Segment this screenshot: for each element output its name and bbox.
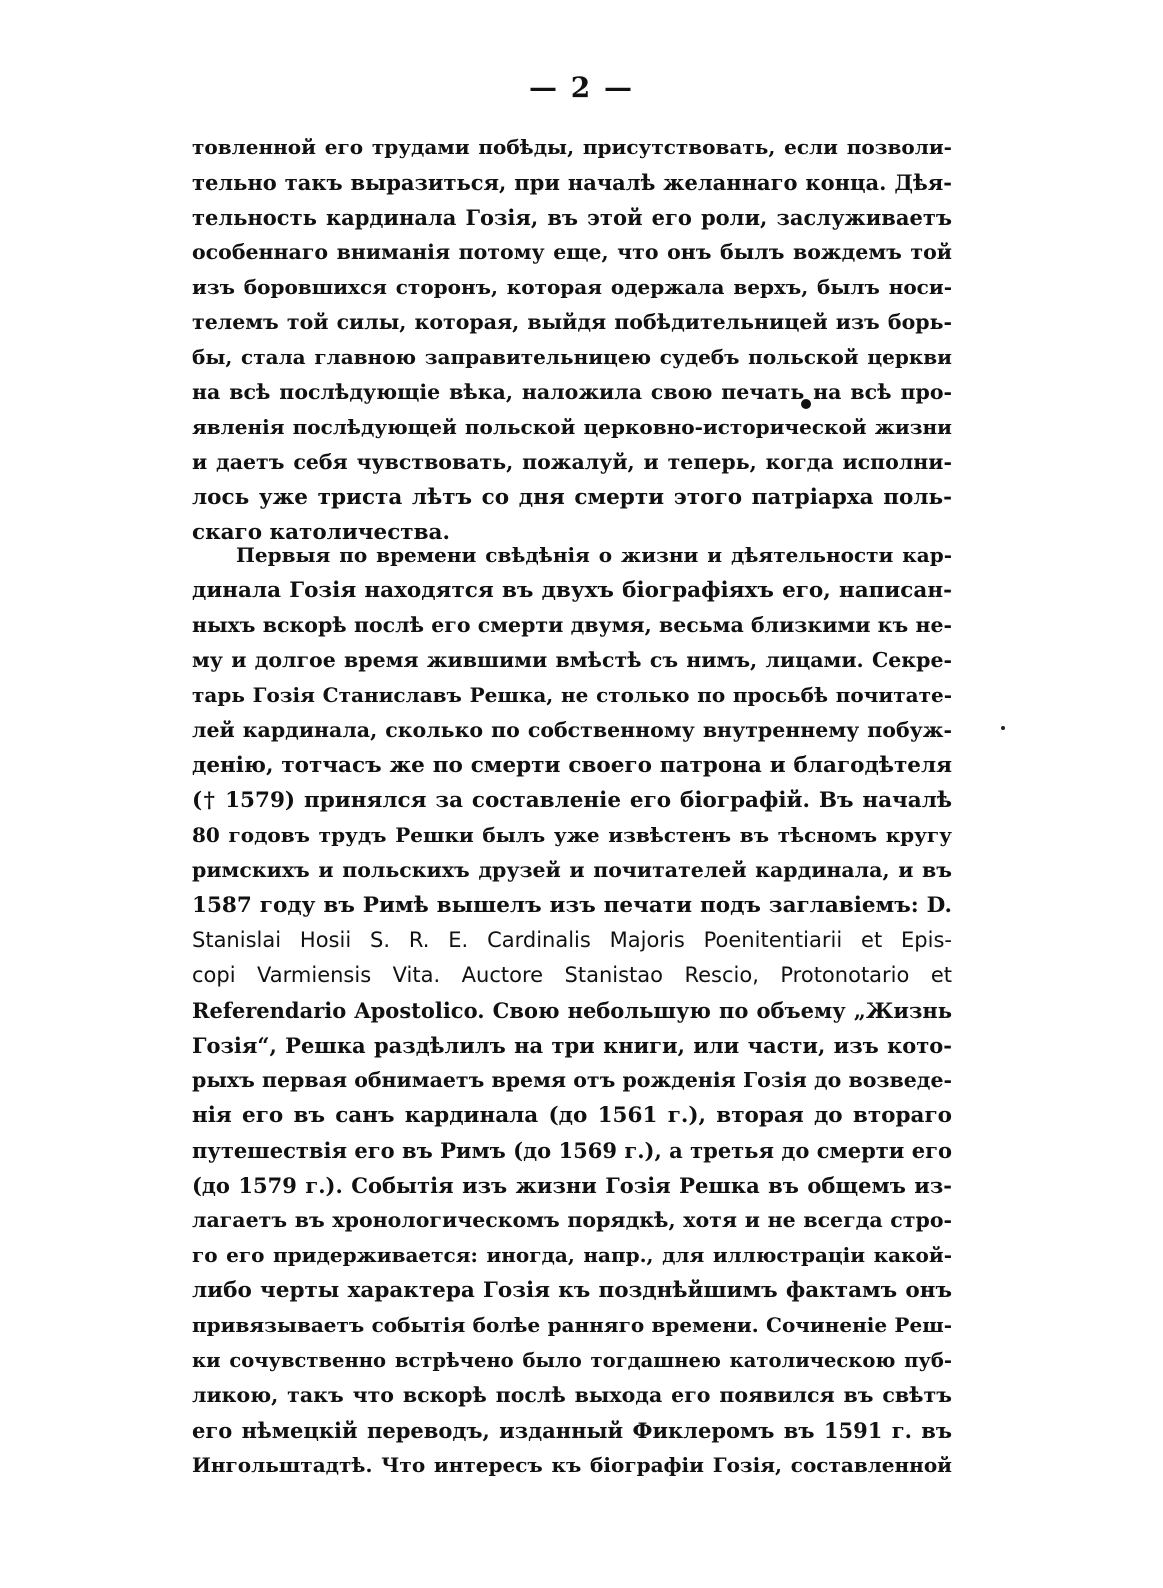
paragraph-1 (192, 130, 952, 550)
text-line: нія его въ санъ кардинала (до 1561 г.), вторая до втораго (192, 1103, 952, 1128)
text-line: явленія послѣдующей польской церковно-исторической жизни (192, 415, 952, 439)
margin-mark (1001, 726, 1005, 730)
text-line: му и долгое время жившими вмѣстѣ съ нимъ, лицами. Секре- (192, 648, 952, 672)
text-line: тарь Гозія Станиславъ Решка, не столько по просьбѣ почитате- (192, 683, 952, 707)
text-line: Ингольштадтѣ. Что интересъ къ біографіи Гозія, составленной (192, 1453, 952, 1477)
text-line: ликою, такъ что вскорѣ послѣ выхода его появился въ свѣтъ (192, 1383, 952, 1407)
text-line: тельность кардинала Гозія, въ этой его роли, заслуживаетъ (192, 205, 952, 230)
text-line: го его придерживается: иногда, напр., для иллюстраціи какой- (192, 1243, 952, 1267)
text-line: скаго католичества. (192, 520, 450, 545)
text-line: (до 1579 г.). Событія изъ жизни Гозія Решка въ общемъ из- (192, 1173, 952, 1198)
text-line: Гозія“, Решка раздѣлилъ на три книги, или части, изъ кото- (192, 1033, 952, 1058)
paragraph-2 (192, 538, 952, 1483)
text-line: († 1579) принялся за составленіе его біографій. Въ началѣ (192, 788, 952, 813)
text-line: римскихъ и польскихъ друзей и почитателей кардинала, и въ (192, 858, 952, 882)
text-line: бы, стала главною заправительницею судебъ польской церкви (192, 345, 952, 369)
text-line: его нѣмецкій переводъ, изданный Фиклеромъ въ 1591 г. въ (192, 1418, 952, 1443)
text-line: товленной его трудами побѣды, присутствовать, если позволи- (192, 135, 952, 159)
text-line: ки сочувственно встрѣчено было тогдашнею католическою пуб- (192, 1349, 952, 1372)
text-line: 80 годовъ трудъ Решки былъ уже извѣстенъ въ тѣсномъ кругу (192, 823, 952, 847)
text-line: лей кардинала, сколько по собственному внутреннему побуж- (192, 718, 952, 742)
text-line: либо черты характера Гозія къ позднѣйшимъ фактамъ онъ (192, 1278, 952, 1303)
text-line: телемъ той силы, которая, выйдя побѣдительницей изъ борь- (192, 310, 952, 334)
text-line: тельно такъ выразиться, при началѣ желаннаго конца. Дѣя- (192, 170, 952, 195)
text-line: на всѣ послѣдующіе вѣка, наложила свою печать на всѣ про- (192, 380, 952, 404)
text-line: особеннаго вниманія потому еще, что онъ былъ вождемъ той (192, 240, 952, 264)
text-line: путешествія его въ Римъ (до 1569 г.), а третья до смерти его (192, 1138, 952, 1163)
text-line: лагаетъ въ хронологическомъ порядкѣ, хотя и не всегда стро- (192, 1208, 952, 1232)
text-line: привязываетъ событія болѣе ранняго времени. Сочиненіе Реш- (192, 1313, 952, 1337)
text-line: динала Гозія находятся въ двухъ біографіяхъ его, написан- (192, 578, 952, 603)
text-line: лось уже триста лѣтъ со дня смерти этого патріарха поль- (192, 485, 952, 510)
text-line: Referendario Apostolico. Свою небольшую по объему „Жизнь (192, 998, 952, 1023)
text-line: и даетъ себя чувствовать, пожалуй, и теперь, когда исполни- (192, 450, 952, 474)
text-line: ныхъ вскорѣ послѣ его смерти двумя, весьма близкими къ не- (192, 613, 952, 637)
page-number: — 2 — (529, 71, 634, 104)
text-line: денію, тотчасъ же по смерти своего патрона и благодѣтеля (192, 753, 952, 778)
text-line: изъ боровшихся сторонъ, которая одержала верхъ, былъ носи- (192, 275, 952, 299)
text-line: рыхъ первая обнимаетъ время отъ рожденія Гозія до возведе- (192, 1068, 952, 1092)
text-line: Stanislai Hosii S. R. E. Cardinalis Majoris Poenitentiarii et Epis- (192, 928, 952, 952)
text-line: copi Varmiensis Vita. Auctore Stanistao Rescio, Protonotario et (192, 963, 952, 987)
text-line: Первыя по времени свѣдѣнія о жизни и дѣятельности кар- (236, 543, 952, 567)
text-line: 1587 году въ Римѣ вышелъ изъ печати подъ заглавіемъ: D. (192, 893, 952, 918)
